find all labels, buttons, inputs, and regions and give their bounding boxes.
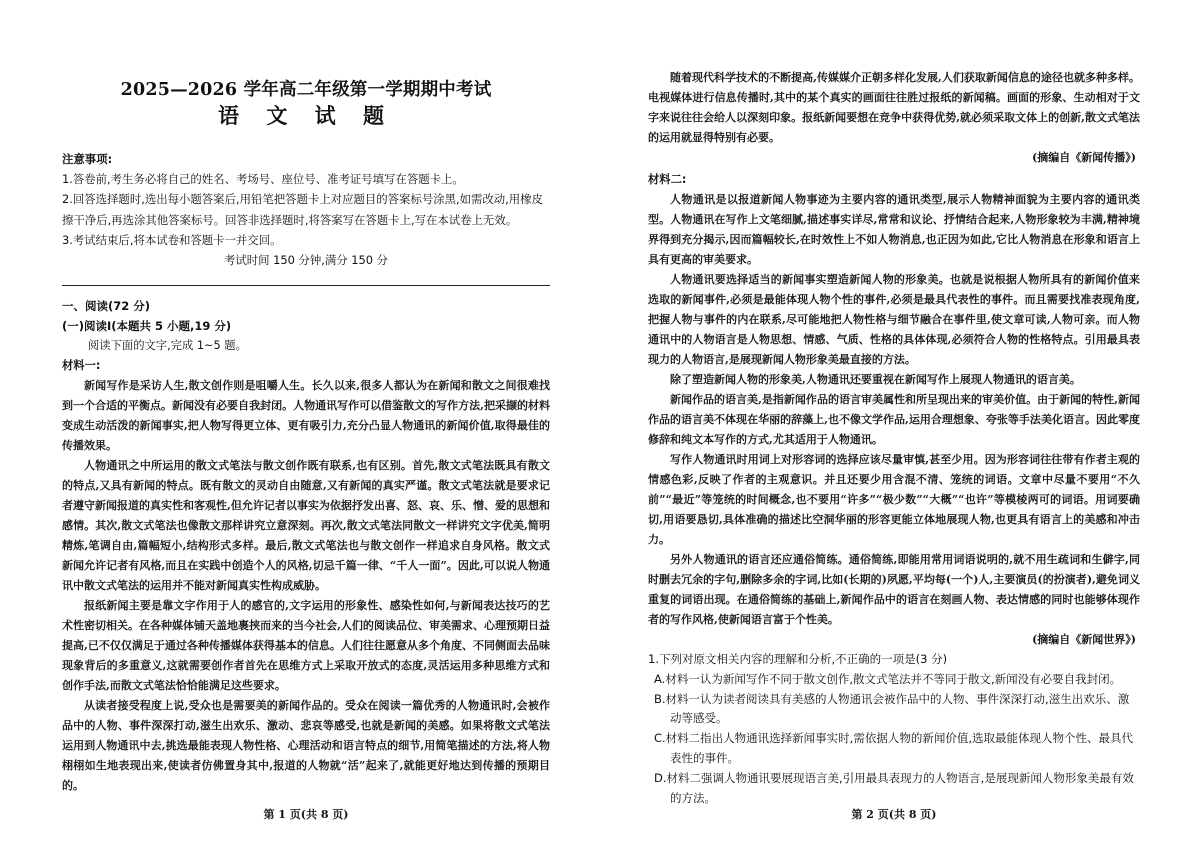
paragraph: 人物通讯要选择适当的新闻事实塑造新闻人物的形象美。也就是说根据人物所具有的新闻价值来选取的新闻事件,必须是最能体现人物个性的事件,必须是最具代表性的事件。而且需要找准表现角度,把握人物与事件的内在联系,尽可能地把人物性格与细节融合在事件里,使文章可读,人物可亲。而人物通讯中的人物语言是人物思想、情感、气质、性格的具体体现,必须符合人物的性格特点。引用最具表现力的人物语言,是展现新闻人物形象美最直接的方法。 <box>648 273 1140 366</box>
source-citation: (摘编自《新闻世界》) <box>1032 633 1136 646</box>
material1-continued <box>648 68 1140 148</box>
material1-label: 材料一: <box>62 359 101 372</box>
paragraph: 报纸新闻主要是靠文字作用于人的感官的,文字运用的形象性、感染性如何,与新闻表达技巧的艺术性密切相关。在各种媒体铺天盖地裹挟而来的当今社会,人们的阅读品位、审美需求、心理预期日益提高,已不仅仅满足于通过各种传播媒体获得基本的信息。人们往往愿意从多个角度、不同侧面去品味现象背后的多重意义,这就需要创作者首先在思维方式上采取开放式的态度,灵活运用多种思维方式和创作手法,而散文式笔法恰恰能满足这些要求。 <box>62 599 550 692</box>
paragraph: 写作人物通讯时用词上对形容词的选择应该尽量审慎,甚至少用。因为形容词往往带有作者主观的情感色彩,反映了作者的主观意识。并且还要少用含混不清、笼统的词语。文章中尽量不要用“不久前”“最近”等笼统的时间概念,也不要用“许多”“极少数”“大概”“也许”等模棱两可的词语。用词要确切,用语要恳切,具体准确的描述比空洞华丽的形容更能立体地展现人物,也更具有语言上的美感和冲击力。 <box>648 453 1140 546</box>
instruction-text: 阅读下面的文字,完成 1~5 题。 <box>88 339 247 352</box>
paragraph: 除了塑造新闻人物的形象美,人物通讯还要重视在新闻写作上展现人物通讯的语言美。 <box>670 373 1081 386</box>
option-a: A.材料一认为新闻写作不同于散文创作,散文式笔法并不等同于散文,新闻没有必要自我封闭。 <box>654 671 1122 686</box>
paragraph: 人物通讯之中所运用的散文式笔法与散文创作既有联系,也有区别。首先,散文式笔法既具有散文的特点,又具有新闻的特点。既有散文的灵动自由随意,又有新闻的真实严谨。散文式笔法就是要求记者遵守新闻报道的真实性和客观性,但允许记者以事实为依据抒发出喜、怒、哀、乐、憎、爱的思想和感情。其次,散文式笔法也像散文那样讲究立意深刻。再次,散文式笔法同散文一样讲究文字优美,简明精炼,笔调自由,篇幅短小,结构形式多样。最后,散文式笔法也与散文创作一样追求自身风格。散文式新闻允许记者有风格,而且在实践中创造个人的风格,切忌千篇一律、“千人一面”。因此,可以说人物通讯中散文式笔法的运用并不能对新闻真实性构成威胁。 <box>62 459 550 592</box>
question-stem: 1.下列对原文相关内容的理解和分析,不正确的一项是(3 分) <box>648 652 948 666</box>
paragraph: 随着现代科学技术的不断提高,传媒媒介正朝多样化发展,人们获取新闻信息的途径也就多种多样。电视媒体进行信息传播时,其中的某个真实的画面往往胜过报纸的新闻稿。画面的形象、生动相对于文字来说往往会给人以深刻印象。报纸新闻要想在竞争中获得优势,就必须采取文体上的创新,散文式笔法的运用就显得特别有必要。 <box>648 71 1140 144</box>
page2-content <box>648 68 1140 808</box>
exam-subtitle: 语 文 试 题 <box>218 103 394 128</box>
exam-title: 2025—2026 学年高二年级第一学期期中考试 <box>120 80 492 100</box>
source-citation: (摘编自《新闻传播》) <box>1032 151 1136 164</box>
paragraph: 新闻作品的语言美,是指新闻作品的语言审美属性和所呈现出来的审美价值。由于新闻的特性,新闻作品的语言美不体现在华丽的辞藻上,也不像文学作品,运用合理想象、夸张等手法美化语言。因此零度修辞和纯文本写作的方式,尤其适用于人物通讯。 <box>648 393 1140 446</box>
paragraph: 人物通讯是以报道新闻人物事迹为主要内容的通讯类型,展示人物精神面貌为主要内容的通讯类型。人物通讯在写作上文笔细腻,描述事实详尽,常常和议论、抒情结合起来,人物形象较为丰满,精神境界得到充分揭示,因而篇幅较长,在时效性上不如人物消息,也正因为如此,它比人物消息在形象和语言上具有更高的审美要求。 <box>648 193 1140 266</box>
option-d: D.材料二强调人物通讯要展现语言美,引用最具表现力的人物语言,是展现新闻人物形象美最有效的方法。 <box>654 770 1134 805</box>
material2-text <box>648 190 1140 630</box>
question-1 <box>648 650 1140 808</box>
material2-label: 材料二: <box>648 173 687 186</box>
note-item: 3.考试结束后,将本试卷和答题卡一并交回。 <box>62 232 282 247</box>
paragraph: 另外人物通讯的语言还应通俗简练。通俗简练,即能用常用词语说明的,就不用生疏词和生僻字,同时删去冗余的字句,删除多余的字词,比如(长期的)夙愿,平均每(一个)人,主要演员(的扮演者),避免词义重复的词语出现。在通俗简练的基础上,新闻作品中的语言在刻画人物、表达情感的同时也能够体现作者的写作风格,使新闻语言富于个性美。 <box>648 553 1140 626</box>
paragraph: 新闻写作是采访人生,散文创作则是咀嚼人生。长久以来,很多人都认为在新闻和散文之间很难找到一个合适的平衡点。新闻没有必要自我封闭。人物通讯写作可以借鉴散文的写作方法,把采撷的材料变成生动活泼的新闻事实,把人物写得更立体、更有吸引力,充分凸显人物通讯的新闻价值,取得最佳的传播效果。 <box>62 379 550 452</box>
option-b: B.材料一认为读者阅读具有美感的人物通讯会被作品中的人物、事件深深打动,滋生出欢乐、激动等感受。 <box>654 691 1130 726</box>
page-footer: 第 1 页(共 8 页) <box>263 808 349 821</box>
divider-line <box>62 285 550 286</box>
option-c: C.材料二指出人物通讯选择新闻事实时,需依据人物的新闻价值,选取最能体现人物个性、最具代表性的事件。 <box>654 731 1133 765</box>
reading-section <box>62 296 550 796</box>
note-item: 2.回答选择题时,选出每小题答案后,用铅笔把答题卡上对应题目的答案标号涂黑,如需改动,用橡皮擦干净后,再选涂其他答案标号。回答非选择题时,将答案写在答题卡上,写在本试卷上无效。 <box>62 192 543 227</box>
notes-block <box>62 149 550 270</box>
paragraph: 从读者接受程度上说,受众也是需要美的新闻作品的。受众在阅读一篇优秀的人物通讯时,会被作品中的人物、事件深深打动,滋生出欢乐、激动、悲哀等感受,也就是新闻的美感。如果将散文式笔法运用到人物通讯中去,挑选最能表现人物性格、心理活动和语言特点的细节,用简笔描述的方法,将人物栩栩如生地表现出来,使读者仿佛置身其中,报道的人物就“活”起来了,就能更好地达到传播的预期目的。 <box>62 699 550 792</box>
subsection-heading: (一)阅读Ⅰ(本题共 5 小题,19 分) <box>62 319 232 333</box>
material1-text <box>62 376 550 796</box>
notes-label: 注意事项: <box>62 152 113 166</box>
section-heading: 一、阅读(72 分) <box>62 299 151 313</box>
page-1 <box>62 0 550 849</box>
exam-time: 考试时间 150 分钟,满分 150 分 <box>223 253 389 268</box>
page-2 <box>648 0 1140 849</box>
page-footer: 第 2 页(共 8 页) <box>851 808 937 821</box>
note-item: 1.答卷前,考生务必将自己的姓名、考场号、座位号、准考证号填写在答题卡上。 <box>62 172 464 187</box>
